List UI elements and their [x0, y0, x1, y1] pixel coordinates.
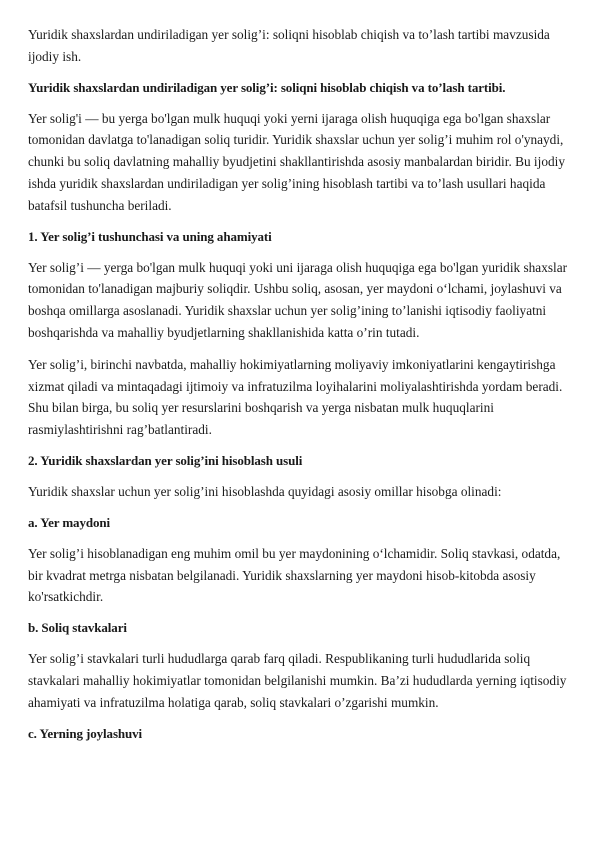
paragraph-subsection-b: Yer solig’i stavkalari turli hududlarga qarab farq qiladi. Respublikaning turli hududlarida soliq stavkalari mahalliy hokimiyatlar tomonidan belgilanishi mumkin. Ba’zi hududlarda yerning iqtisodiy ahamiyati va infratuzilma holatiga qarab, soliq stavkalari o’zgarishi mumkin. [28, 651, 567, 710]
section-heading-1: 1. Yer solig’i tushunchasi va uning ahamiyati [28, 228, 272, 244]
subheading-c: c. Yerning joylashuvi [28, 725, 143, 741]
section-heading-2: 2. Yuridik shaxslardan yer solig’ini hisoblash usuli [28, 452, 303, 468]
intro-paragraph: Yuridik shaxslardan undiriladigan yer solig’i: soliqni hisoblab chiqish va to’lash tartibi mavzusida ijodiy ish. [28, 27, 550, 64]
subheading-b: b. Soliq stavkalari [28, 620, 127, 636]
paragraph-section-2: Yuridik shaxslar uchun yer solig’ini hisoblashda quyidagi asosiy omillar hisobga olinadi: [28, 483, 502, 499]
subheading-a: a. Yer maydoni [28, 514, 111, 530]
paragraph-definition: Yer solig'i — bu yerga bo'lgan mulk huquqi yoki yerni ijaraga olish huquqiga ega bo'lgan shaxslar tomonidan davlatga to'lanadigan soliq turidir. Yuridik shaxslar uchun yer solig’i muhim rol o'ynaydi, chunki bu soliq davlatning mahalliy byudjetini shakllantirishda asosiy manbalardan biridir. Bu ijodiy ishda yuridik shaxslardan undiriladigan yer solig’ining hisoblash tartibi va to’lash usullari haqida batafsil tushuncha beriladi. [28, 110, 565, 213]
document-page [28, 24, 568, 754]
paragraph-section-1b: Yer solig’i, birinchi navbatda, mahalliy hokimiyatlarning moliyaviy imkoniyatlarini kengaytirishga xizmat qiladi va mintaqadagi ijtimoiy va infratuzilma loyihalarini moliyalashtirishda yordam beradi. Shu bilan birga, bu soliq yer resurslarini boshqarish va yerga nisbatan mulk huquqlarini rasmiylashtirishni rag’batlantiradi. [28, 356, 563, 438]
document-title: Yuridik shaxslardan undiriladigan yer solig’i: soliqni hisoblab chiqish va to’lash tartibi. [28, 79, 506, 95]
paragraph-subsection-a: Yer solig’i hisoblanadigan eng muhim omil bu yer maydonining o‘lchamidir. Soliq stavkasi, odatda, bir kvadrat metrga nisbatan belgilanadi. Yuridik shaxslarning yer maydoni hisob-kitobda asosiy ko'rsatkichdir. [28, 545, 561, 605]
paragraph-section-1a: Yer solig’i — yerga bo'lgan mulk huquqi yoki uni ijaraga olish huquqiga ega bo'lgan yuridik shaxslar tomonidan to'lanadigan majburiy soliqdir. Ushbu soliq, asosan, yer maydoni o‘lchami, joylashuvi va boshqa omillarga asoslanadi. Yuridik shaxslar uchun yer solig’ining to’lanishi iqtisodiy faoliyatni boshqarishda va mahalliy byudjetlarning shakllanishida katta o’rin tutadi. [28, 259, 568, 340]
